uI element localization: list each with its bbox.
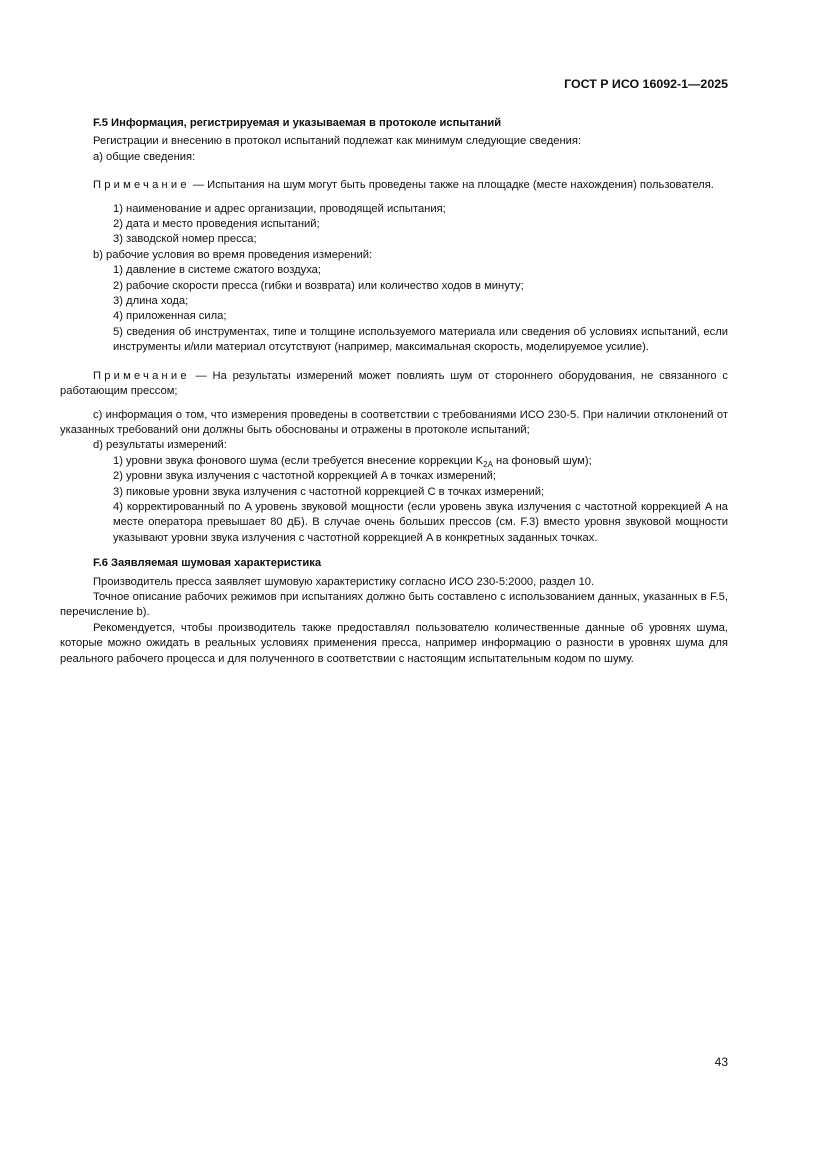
list-item-text: на фоновый шум);: [492, 454, 592, 467]
list-item: 1) наименование и адрес организации, проводящей испытания;: [113, 202, 446, 215]
note-label: Примечание: [93, 179, 190, 192]
note-text: — На результаты измерений может повлиять шум от стороннего оборудования, не связанного с работающим прессом;: [60, 369, 728, 398]
f5-item-a-label: а) общие сведения:: [93, 150, 196, 163]
f5-item-d-label: d) результаты измерений:: [93, 439, 227, 452]
list-item: 2) дата и место проведения испытаний;: [113, 218, 320, 231]
f5-intro: Регистрации и внесению в протокол испытаний подлежат как минимум следующие сведения:: [93, 135, 582, 148]
section-f6-title: F.6 Заявляемая шумовая характеристика: [93, 557, 322, 570]
f6-paragraph: Производитель пресса заявляет шумовую характеристику согласно ИСО 230-5:2000, раздел 10.: [93, 575, 595, 588]
list-item: 5) сведения об инструментах, типе и толщине используемого материала или сведения об условиях испытаний, если инструменты и/или материал отсутствуют (например, максимальная скорость, моделируемое усилие).: [113, 325, 728, 354]
list-item: 3) заводской номер пресса;: [113, 233, 257, 246]
note-label: Примечание: [93, 369, 190, 382]
list-item: [113, 454, 728, 469]
f5-note-1: [60, 178, 728, 193]
section-f5-title: F.5 Информация, регистрируемая и указываемая в протоколе испытаний: [93, 117, 502, 129]
page-content: [60, 116, 728, 667]
subscript: 2A: [483, 459, 493, 469]
list-item: 3) пиковые уровни звука излучения с частотной коррекцией C в точках измерений;: [113, 485, 545, 498]
list-item: 3) длина хода;: [113, 295, 189, 308]
note-text: — Испытания на шум могут быть проведены также на площадке (месте нахождения) пользователя.: [189, 179, 714, 192]
list-item: 2) рабочие скорости пресса (гибки и возврата) или количество ходов в минуту;: [113, 279, 524, 292]
f5-note-2: [60, 369, 728, 400]
f6-paragraph: Точное описание рабочих режимов при испытаниях должно быть составлено с использованием данных, указанных в F.5, перечисление b).: [60, 590, 728, 619]
f5-item-b-label: b) рабочие условия во время проведения измерений:: [93, 248, 373, 261]
page-number: 43: [714, 1055, 728, 1069]
f5-item-c: c) информация о том, что измерения проведены в соответствии с требованиями ИСО 230-5. При наличии отклонений от указанных требований они должны быть обоснованы и отражены в протоколе испытаний;: [60, 408, 728, 436]
document-id-header: ГОСТ Р ИСО 16092-1—2025: [564, 77, 728, 91]
f6-paragraph: Рекомендуется, чтобы производитель также предоставлял пользователю количественные данные об уровнях шума, которые можно ожидать в реальных условиях применения пресса, например информацию о разности в уровнях шума для реального рабочего процесса и для полученного в соответствии с настоящим испытательным кодом по шуму.: [60, 621, 728, 665]
list-item: 1) давление в системе сжатого воздуха;: [113, 264, 322, 277]
list-item-text: 1) уровни звука фонового шума (если требуется внесение коррекции K: [113, 454, 484, 467]
list-item: 2) уровни звука излучения с частотной коррекцией A в точках измерений;: [113, 470, 496, 483]
list-item: 4) корректированный по A уровень звуковой мощности (если уровень звука излучения с частотной коррекцией A на месте оператора превышает 80 дБ). В случае очень больших прессов (см. F.3) вместо уровня звуковой мощности указывают уровни звука излучения с частотной коррекцией A в конкретных заданных точках.: [113, 500, 728, 544]
list-item: 4) приложенная сила;: [113, 310, 227, 323]
